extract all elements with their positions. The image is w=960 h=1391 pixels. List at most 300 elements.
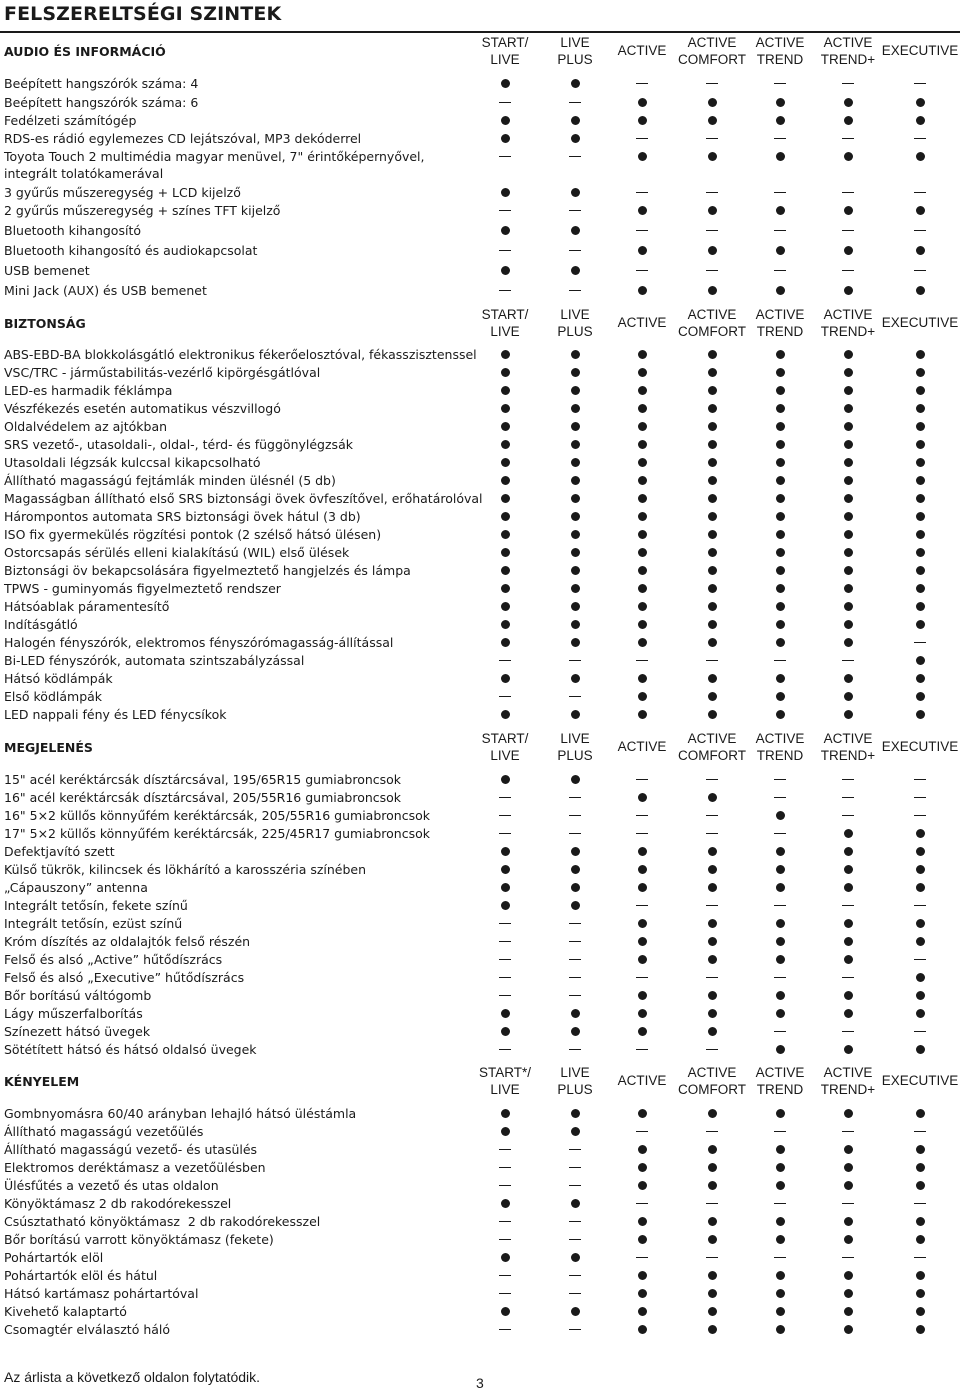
availability-cell	[692, 706, 732, 724]
feature-label: Ostorcsapás sérülés elleni kialakítású (WIL) első ülések	[4, 545, 350, 560]
column-header: ACTIVE TREND	[755, 307, 805, 339]
standard-dot-icon	[638, 152, 647, 161]
standard-dot-icon	[776, 286, 785, 295]
feature-label: „Cápauszony” antenna	[4, 880, 148, 895]
standard-dot-icon	[776, 1271, 785, 1280]
availability-cell	[485, 1123, 525, 1141]
feature-label: Króm díszítés az oldalajtók felső részén	[4, 934, 251, 949]
not-available-dash-icon	[569, 1167, 581, 1168]
standard-dot-icon	[916, 919, 925, 928]
availability-cell	[900, 1159, 940, 1177]
availability-cell	[760, 1123, 800, 1141]
standard-dot-icon	[571, 638, 580, 647]
not-available-dash-icon	[774, 977, 786, 978]
not-available-dash-icon	[499, 959, 511, 960]
availability-cell	[760, 879, 800, 897]
standard-dot-icon	[638, 368, 647, 377]
availability-cell	[828, 562, 868, 580]
availability-cell	[760, 915, 800, 933]
availability-cell	[900, 202, 940, 220]
availability-cell	[828, 987, 868, 1005]
standard-dot-icon	[916, 656, 925, 665]
standard-dot-icon	[708, 1271, 717, 1280]
availability-cell	[485, 1005, 525, 1023]
standard-dot-icon	[916, 98, 925, 107]
availability-cell	[828, 807, 868, 825]
not-available-dash-icon	[499, 1293, 511, 1294]
standard-dot-icon	[501, 1253, 510, 1262]
availability-cell	[555, 382, 595, 400]
availability-cell	[622, 634, 662, 652]
availability-cell	[760, 1023, 800, 1041]
standard-dot-icon	[708, 937, 717, 946]
not-available-dash-icon	[842, 192, 854, 193]
column-header: EXECUTIVE	[881, 315, 959, 330]
availability-cell	[622, 861, 662, 879]
section-title: KÉNYELEM	[4, 1074, 80, 1089]
standard-dot-icon	[501, 79, 510, 88]
standard-dot-icon	[571, 266, 580, 275]
availability-cell	[900, 652, 940, 670]
availability-cell	[692, 242, 732, 260]
standard-dot-icon	[916, 710, 925, 719]
availability-cell	[485, 879, 525, 897]
feature-label: Felső és alsó „Active” hűtődíszrács	[4, 952, 223, 967]
standard-dot-icon	[708, 350, 717, 359]
feature-label: RDS-es rádió egylemezes CD lejátszóval, MP3 dekóderrel	[4, 131, 362, 146]
availability-cell	[485, 1141, 525, 1159]
standard-dot-icon	[571, 584, 580, 593]
standard-dot-icon	[638, 440, 647, 449]
not-available-dash-icon	[569, 696, 581, 697]
standard-dot-icon	[501, 620, 510, 629]
availability-cell	[828, 969, 868, 987]
standard-dot-icon	[501, 883, 510, 892]
standard-dot-icon	[571, 79, 580, 88]
standard-dot-icon	[776, 440, 785, 449]
availability-cell	[622, 1041, 662, 1059]
availability-cell	[828, 580, 868, 598]
not-available-dash-icon	[636, 660, 648, 661]
standard-dot-icon	[638, 1325, 647, 1334]
table-row	[0, 222, 960, 240]
standard-dot-icon	[776, 530, 785, 539]
availability-cell	[622, 951, 662, 969]
availability-cell	[828, 897, 868, 915]
standard-dot-icon	[638, 1307, 647, 1316]
availability-cell	[828, 706, 868, 724]
availability-cell	[760, 1041, 800, 1059]
availability-cell	[622, 987, 662, 1005]
availability-cell	[555, 75, 595, 93]
availability-cell	[760, 933, 800, 951]
availability-cell	[900, 789, 940, 807]
availability-cell	[900, 364, 940, 382]
availability-cell	[760, 789, 800, 807]
feature-label: Toyota Touch 2 multimédia magyar menüvel, 7" érintőképernyővel, integrált tolatókamerával	[4, 149, 425, 181]
table-row	[0, 1303, 960, 1321]
column-header: ACTIVE	[617, 739, 667, 754]
availability-cell	[900, 616, 940, 634]
standard-dot-icon	[571, 368, 580, 377]
availability-cell	[900, 346, 940, 364]
availability-cell	[828, 242, 868, 260]
standard-dot-icon	[501, 404, 510, 413]
availability-cell	[828, 789, 868, 807]
availability-cell	[760, 282, 800, 300]
standard-dot-icon	[638, 674, 647, 683]
availability-cell	[555, 670, 595, 688]
table-row	[0, 1213, 960, 1231]
availability-cell	[692, 346, 732, 364]
standard-dot-icon	[571, 512, 580, 521]
availability-cell	[555, 1105, 595, 1123]
availability-cell	[692, 75, 732, 93]
availability-cell	[828, 418, 868, 436]
standard-dot-icon	[501, 710, 510, 719]
standard-dot-icon	[844, 116, 853, 125]
not-available-dash-icon	[914, 1257, 926, 1258]
availability-cell	[485, 490, 525, 508]
standard-dot-icon	[708, 476, 717, 485]
standard-dot-icon	[571, 602, 580, 611]
availability-cell	[828, 1041, 868, 1059]
availability-cell	[692, 1303, 732, 1321]
table-row	[0, 472, 960, 490]
availability-cell	[900, 1123, 940, 1141]
standard-dot-icon	[571, 1199, 580, 1208]
not-available-dash-icon	[774, 192, 786, 193]
standard-dot-icon	[916, 404, 925, 413]
availability-cell	[828, 184, 868, 202]
standard-dot-icon	[501, 638, 510, 647]
availability-cell	[900, 1267, 940, 1285]
standard-dot-icon	[916, 937, 925, 946]
availability-cell	[828, 616, 868, 634]
availability-cell	[760, 112, 800, 130]
feature-label: Beépített hangszórók száma: 6	[4, 95, 199, 110]
availability-cell	[622, 526, 662, 544]
feature-label: TPWS - guminyomás figyelmeztető rendszer	[4, 581, 281, 596]
standard-dot-icon	[571, 710, 580, 719]
standard-dot-icon	[638, 206, 647, 215]
not-available-dash-icon	[774, 905, 786, 906]
availability-cell	[692, 634, 732, 652]
availability-cell	[692, 400, 732, 418]
availability-cell	[760, 222, 800, 240]
availability-cell	[485, 951, 525, 969]
availability-cell	[622, 1105, 662, 1123]
standard-dot-icon	[708, 955, 717, 964]
availability-cell	[692, 490, 732, 508]
page-title: FELSZERELTSÉGI SZINTEK	[4, 3, 282, 25]
feature-label: Elektromos deréktámasz a vezetőülésben	[4, 1160, 266, 1175]
availability-cell	[485, 526, 525, 544]
availability-cell	[692, 688, 732, 706]
column-header: ACTIVE	[617, 315, 667, 330]
availability-cell	[900, 598, 940, 616]
availability-cell	[485, 1213, 525, 1231]
standard-dot-icon	[844, 1325, 853, 1334]
standard-dot-icon	[501, 1307, 510, 1316]
standard-dot-icon	[708, 206, 717, 215]
availability-cell	[622, 1267, 662, 1285]
availability-cell	[692, 879, 732, 897]
availability-cell	[692, 789, 732, 807]
standard-dot-icon	[571, 226, 580, 235]
not-available-dash-icon	[774, 138, 786, 139]
standard-dot-icon	[501, 602, 510, 611]
column-header: ACTIVE TREND	[755, 731, 805, 763]
standard-dot-icon	[501, 1027, 510, 1036]
standard-dot-icon	[571, 1009, 580, 1018]
standard-dot-icon	[776, 955, 785, 964]
availability-cell	[828, 843, 868, 861]
availability-cell	[485, 1249, 525, 1267]
availability-cell	[828, 130, 868, 148]
standard-dot-icon	[916, 1325, 925, 1334]
standard-dot-icon	[776, 1045, 785, 1054]
standard-dot-icon	[776, 811, 785, 820]
availability-cell	[485, 915, 525, 933]
standard-dot-icon	[776, 368, 785, 377]
availability-cell	[692, 951, 732, 969]
availability-cell	[622, 598, 662, 616]
not-available-dash-icon	[914, 815, 926, 816]
standard-dot-icon	[776, 512, 785, 521]
standard-dot-icon	[708, 98, 717, 107]
availability-cell	[692, 1177, 732, 1195]
standard-dot-icon	[708, 1181, 717, 1190]
standard-dot-icon	[501, 226, 510, 235]
standard-dot-icon	[776, 246, 785, 255]
standard-dot-icon	[571, 440, 580, 449]
footer-note: Az árlista a következő oldalon folytatódik.	[4, 1369, 261, 1385]
standard-dot-icon	[708, 991, 717, 1000]
availability-cell	[485, 1023, 525, 1041]
standard-dot-icon	[776, 98, 785, 107]
not-available-dash-icon	[636, 905, 648, 906]
availability-cell	[485, 1231, 525, 1249]
feature-label: 15" acél keréktárcsák dísztárcsával, 195/65R15 gumiabroncsok	[4, 772, 402, 787]
not-available-dash-icon	[706, 270, 718, 271]
not-available-dash-icon	[774, 779, 786, 780]
standard-dot-icon	[638, 584, 647, 593]
standard-dot-icon	[501, 775, 510, 784]
not-available-dash-icon	[842, 905, 854, 906]
availability-cell	[900, 526, 940, 544]
availability-cell	[555, 472, 595, 490]
column-header: ACTIVE	[617, 43, 667, 58]
standard-dot-icon	[844, 246, 853, 255]
standard-dot-icon	[571, 116, 580, 125]
standard-dot-icon	[916, 602, 925, 611]
not-available-dash-icon	[499, 210, 511, 211]
availability-cell	[900, 282, 940, 300]
standard-dot-icon	[638, 548, 647, 557]
column-header: ACTIVE TREND+	[820, 1065, 876, 1097]
availability-cell	[900, 75, 940, 93]
table-row	[0, 861, 960, 879]
not-available-dash-icon	[842, 1257, 854, 1258]
availability-cell	[485, 400, 525, 418]
availability-cell	[900, 544, 940, 562]
standard-dot-icon	[776, 1109, 785, 1118]
feature-label: Színezett hátsó üvegek	[4, 1024, 151, 1039]
standard-dot-icon	[638, 883, 647, 892]
column-header: ACTIVE TREND+	[820, 731, 876, 763]
standard-dot-icon	[844, 1109, 853, 1118]
table-row	[0, 1023, 960, 1041]
standard-dot-icon	[776, 494, 785, 503]
availability-cell	[622, 508, 662, 526]
availability-cell	[828, 400, 868, 418]
availability-cell	[760, 202, 800, 220]
standard-dot-icon	[638, 955, 647, 964]
standard-dot-icon	[844, 829, 853, 838]
table-row	[0, 789, 960, 807]
standard-dot-icon	[501, 350, 510, 359]
not-available-dash-icon	[499, 660, 511, 661]
availability-cell	[900, 130, 940, 148]
availability-cell	[622, 364, 662, 382]
table-row	[0, 1105, 960, 1123]
table-row	[0, 1005, 960, 1023]
availability-cell	[485, 1267, 525, 1285]
standard-dot-icon	[776, 847, 785, 856]
availability-cell	[485, 75, 525, 93]
standard-dot-icon	[501, 422, 510, 431]
feature-label: Lágy műszerfalborítás	[4, 1006, 143, 1021]
availability-cell	[692, 598, 732, 616]
availability-cell	[692, 262, 732, 280]
standard-dot-icon	[638, 1027, 647, 1036]
table-row	[0, 400, 960, 418]
standard-dot-icon	[844, 530, 853, 539]
standard-dot-icon	[638, 494, 647, 503]
availability-cell	[485, 242, 525, 260]
standard-dot-icon	[776, 458, 785, 467]
standard-dot-icon	[776, 865, 785, 874]
availability-cell	[692, 580, 732, 598]
standard-dot-icon	[916, 116, 925, 125]
availability-cell	[828, 598, 868, 616]
availability-cell	[828, 1321, 868, 1339]
standard-dot-icon	[571, 1027, 580, 1036]
availability-cell	[900, 1321, 940, 1339]
availability-cell	[622, 436, 662, 454]
not-available-dash-icon	[499, 797, 511, 798]
availability-cell	[622, 75, 662, 93]
availability-cell	[555, 771, 595, 789]
availability-cell	[828, 951, 868, 969]
standard-dot-icon	[916, 847, 925, 856]
standard-dot-icon	[844, 494, 853, 503]
standard-dot-icon	[776, 1307, 785, 1316]
column-header: START/ LIVE	[481, 307, 529, 339]
table-row	[0, 951, 960, 969]
availability-cell	[555, 1177, 595, 1195]
not-available-dash-icon	[914, 779, 926, 780]
not-available-dash-icon	[499, 833, 511, 834]
availability-cell	[485, 262, 525, 280]
not-available-dash-icon	[914, 959, 926, 960]
availability-cell	[555, 1123, 595, 1141]
availability-cell	[692, 148, 732, 166]
standard-dot-icon	[708, 440, 717, 449]
standard-dot-icon	[501, 674, 510, 683]
column-header: ACTIVE COMFORT	[678, 307, 746, 339]
not-available-dash-icon	[636, 138, 648, 139]
availability-cell	[485, 843, 525, 861]
availability-cell	[692, 382, 732, 400]
standard-dot-icon	[638, 1109, 647, 1118]
availability-cell	[760, 1249, 800, 1267]
feature-label: Kivehető kalaptartó	[4, 1304, 127, 1319]
table-row	[0, 771, 960, 789]
standard-dot-icon	[638, 991, 647, 1000]
availability-cell	[900, 262, 940, 280]
standard-dot-icon	[916, 422, 925, 431]
not-available-dash-icon	[569, 977, 581, 978]
availability-cell	[828, 454, 868, 472]
feature-label: 16" 5×2 küllős könnyűfém keréktárcsák, 205/55R16 gumiabroncsok	[4, 808, 430, 823]
not-available-dash-icon	[499, 1167, 511, 1168]
title-divider	[0, 31, 960, 33]
availability-cell	[900, 1303, 940, 1321]
availability-cell	[485, 454, 525, 472]
availability-cell	[692, 825, 732, 843]
not-available-dash-icon	[914, 905, 926, 906]
availability-cell	[828, 1195, 868, 1213]
table-row	[0, 1249, 960, 1267]
availability-cell	[555, 1231, 595, 1249]
standard-dot-icon	[708, 710, 717, 719]
availability-cell	[485, 562, 525, 580]
standard-dot-icon	[708, 246, 717, 255]
standard-dot-icon	[916, 991, 925, 1000]
availability-cell	[900, 706, 940, 724]
availability-cell	[555, 94, 595, 112]
standard-dot-icon	[776, 674, 785, 683]
standard-dot-icon	[916, 1009, 925, 1018]
standard-dot-icon	[501, 188, 510, 197]
not-available-dash-icon	[569, 210, 581, 211]
availability-cell	[622, 1023, 662, 1041]
standard-dot-icon	[844, 548, 853, 557]
availability-cell	[692, 130, 732, 148]
not-available-dash-icon	[774, 660, 786, 661]
availability-cell	[692, 1005, 732, 1023]
section-header-kenyelem	[0, 1064, 960, 1100]
table-row	[0, 562, 960, 580]
availability-cell	[760, 148, 800, 166]
availability-cell	[900, 418, 940, 436]
column-header: START*/ LIVE	[478, 1065, 531, 1097]
availability-cell	[485, 688, 525, 706]
availability-cell	[622, 1005, 662, 1023]
availability-cell	[760, 580, 800, 598]
availability-cell	[760, 382, 800, 400]
availability-cell	[828, 1141, 868, 1159]
availability-cell	[692, 1213, 732, 1231]
feature-label: Biztonsági öv bekapcsolására figyelmeztető hangjelzés és lámpa	[4, 563, 411, 578]
availability-cell	[485, 508, 525, 526]
standard-dot-icon	[844, 1307, 853, 1316]
table-row	[0, 75, 960, 93]
availability-cell	[900, 242, 940, 260]
availability-cell	[828, 688, 868, 706]
